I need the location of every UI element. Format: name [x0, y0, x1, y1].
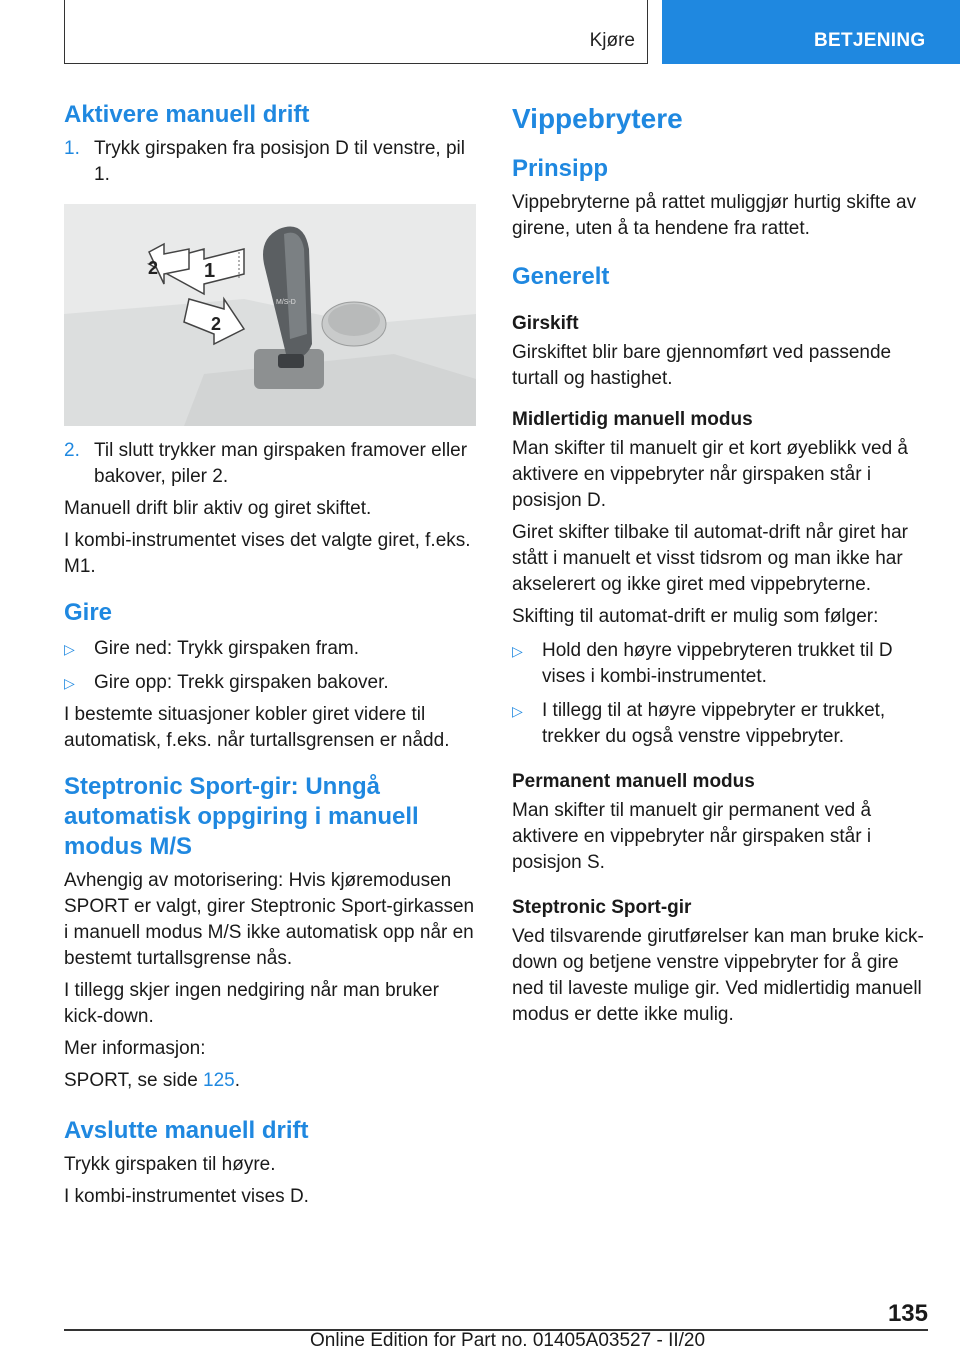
step-1-text: Trykk girspaken fra posisjon D til venstre, pil 1.	[94, 138, 465, 185]
left-column	[64, 100, 476, 1210]
heading-steptronic-avoid: Steptronic Sport-gir: Unngå automatisk oppgiring i manuell modus M/S	[64, 773, 419, 860]
para-sport-reference: SPORT, se side 125.	[64, 1070, 241, 1091]
para-motorisering: Avhengig av motorisering: Hvis kjøremodusen SPORT er valgt, girer Steptronic Sport-girkassen i manuell modus M/S ikke automatisk opp når en bestemt turtallsgrense nås.	[64, 870, 475, 969]
triangle-bullet-icon: ▷	[64, 641, 75, 657]
para-manual-active: Manuell drift blir aktiv og giret skiftet.	[64, 498, 372, 519]
header-chapter-tab	[662, 0, 960, 64]
heading-end-manual: Avslutte manuell drift	[64, 1117, 309, 1144]
arrow-2-upper-label: 2	[148, 258, 159, 278]
para-steptronic: Ved tilsvarende girutførelser kan man bruke kick-down og betjene venstre vippebryter for å gire ned til laveste mulige gir. Ved midlertidig manuell modus er dette ikke mulig.	[512, 926, 924, 1025]
header-section-box	[64, 0, 648, 64]
subheading-steptronic: Steptronic Sport-gir	[512, 897, 692, 918]
heading-gire: Gire	[64, 599, 113, 626]
page-link-125[interactable]: 125	[203, 1070, 235, 1091]
para-prinsipp: Vippebryterne på rattet muliggjør hurtig skifte av girene, uten å ta hendene fra rattet.	[512, 192, 917, 239]
subheading-girskift: Girskift	[512, 313, 579, 334]
para-midlertidig-2: Giret skifter tilbake til automat-drift når giret har stått i manuelt et visst tidsrom og man ikke har akselerert og ikke giret med vippebryterne.	[512, 522, 908, 595]
para-midlertidig-3: Skifting til automat-drift er mulig som følger:	[512, 606, 879, 627]
step-2	[64, 438, 476, 490]
triangle-bullet-icon: ▷	[512, 643, 523, 659]
para-midlertidig-1: Man skifter til manuelt gir et kort øyeblikk ved å aktivere en vippebryter når girspaken står i posisjon D.	[512, 438, 908, 511]
para-kickdown: I tillegg skjer ingen nedgiring når man bruker kick-down.	[64, 980, 439, 1027]
page-number: 135	[887, 1300, 928, 1327]
list-item-both-paddles: ▷ I tillegg til at høyre vippebryter er trukket, trekker du også venstre vippebryter.	[512, 700, 886, 747]
para-kombi-gear: I kombi-instrumentet vises det valgte giret, f.eks. M1.	[64, 530, 471, 577]
para-girskift: Girskiftet blir bare gjennomført ved passende turtall og hastighet.	[512, 342, 892, 389]
lever-position-label: M/S-D	[276, 299, 296, 306]
arrow-2-lower-label: 2	[211, 314, 222, 334]
list-item-hold-right: ▷ Hold den høyre vippebryteren trukket til D vises i kombi-instrumentet.	[512, 640, 893, 687]
heading-prinsipp: Prinsipp	[512, 155, 609, 182]
list-item-gire-up: ▷ Gire opp: Trekk girspaken bakover.	[64, 670, 476, 696]
gear-lever-figure	[64, 204, 476, 426]
para-auto-shift: I bestemte situasjoner kobler giret videre til automatisk, f.eks. når turtallsgrensen er nådd.	[64, 704, 450, 751]
footer-edition: Online Edition for Part no. 01405A03527 - II/20	[310, 1330, 706, 1351]
step-1	[64, 136, 476, 188]
para-permanent: Man skifter til manuelt gir permanent ved å aktivere en vippebryter når girspaken står i posisjon S.	[512, 800, 872, 873]
list-item-gire-down: ▷ Gire ned: Trykk girspaken fram.	[64, 636, 476, 662]
gear-lever-illustration	[64, 204, 476, 426]
subheading-midlertidig: Midlertidig manuell modus	[512, 409, 753, 430]
subheading-permanent: Permanent manuell modus	[512, 771, 755, 792]
heading-generelt: Generelt	[512, 263, 610, 290]
para-more-info: Mer informasjon:	[64, 1038, 206, 1059]
para-push-right: Trykk girspaken til høyre.	[64, 1154, 276, 1175]
para-shows-d: I kombi-instrumentet vises D.	[64, 1186, 309, 1207]
heading-activate-manual: Aktivere manuell drift	[64, 101, 310, 128]
heading-vippebrytere: Vippebrytere	[512, 103, 683, 134]
triangle-bullet-icon: ▷	[512, 703, 523, 719]
step-2-text: Til slutt trykker man girspaken framover eller bakover, piler 2.	[94, 440, 468, 487]
header-section-title: Kjøre	[589, 30, 635, 51]
step-2-number: 2.	[64, 440, 80, 461]
triangle-bullet-icon: ▷	[64, 675, 75, 691]
header-chapter-title: BETJENING	[814, 30, 926, 51]
arrow-1-label: 1	[204, 260, 216, 282]
right-column	[512, 100, 928, 1028]
step-1-number: 1.	[64, 138, 80, 159]
